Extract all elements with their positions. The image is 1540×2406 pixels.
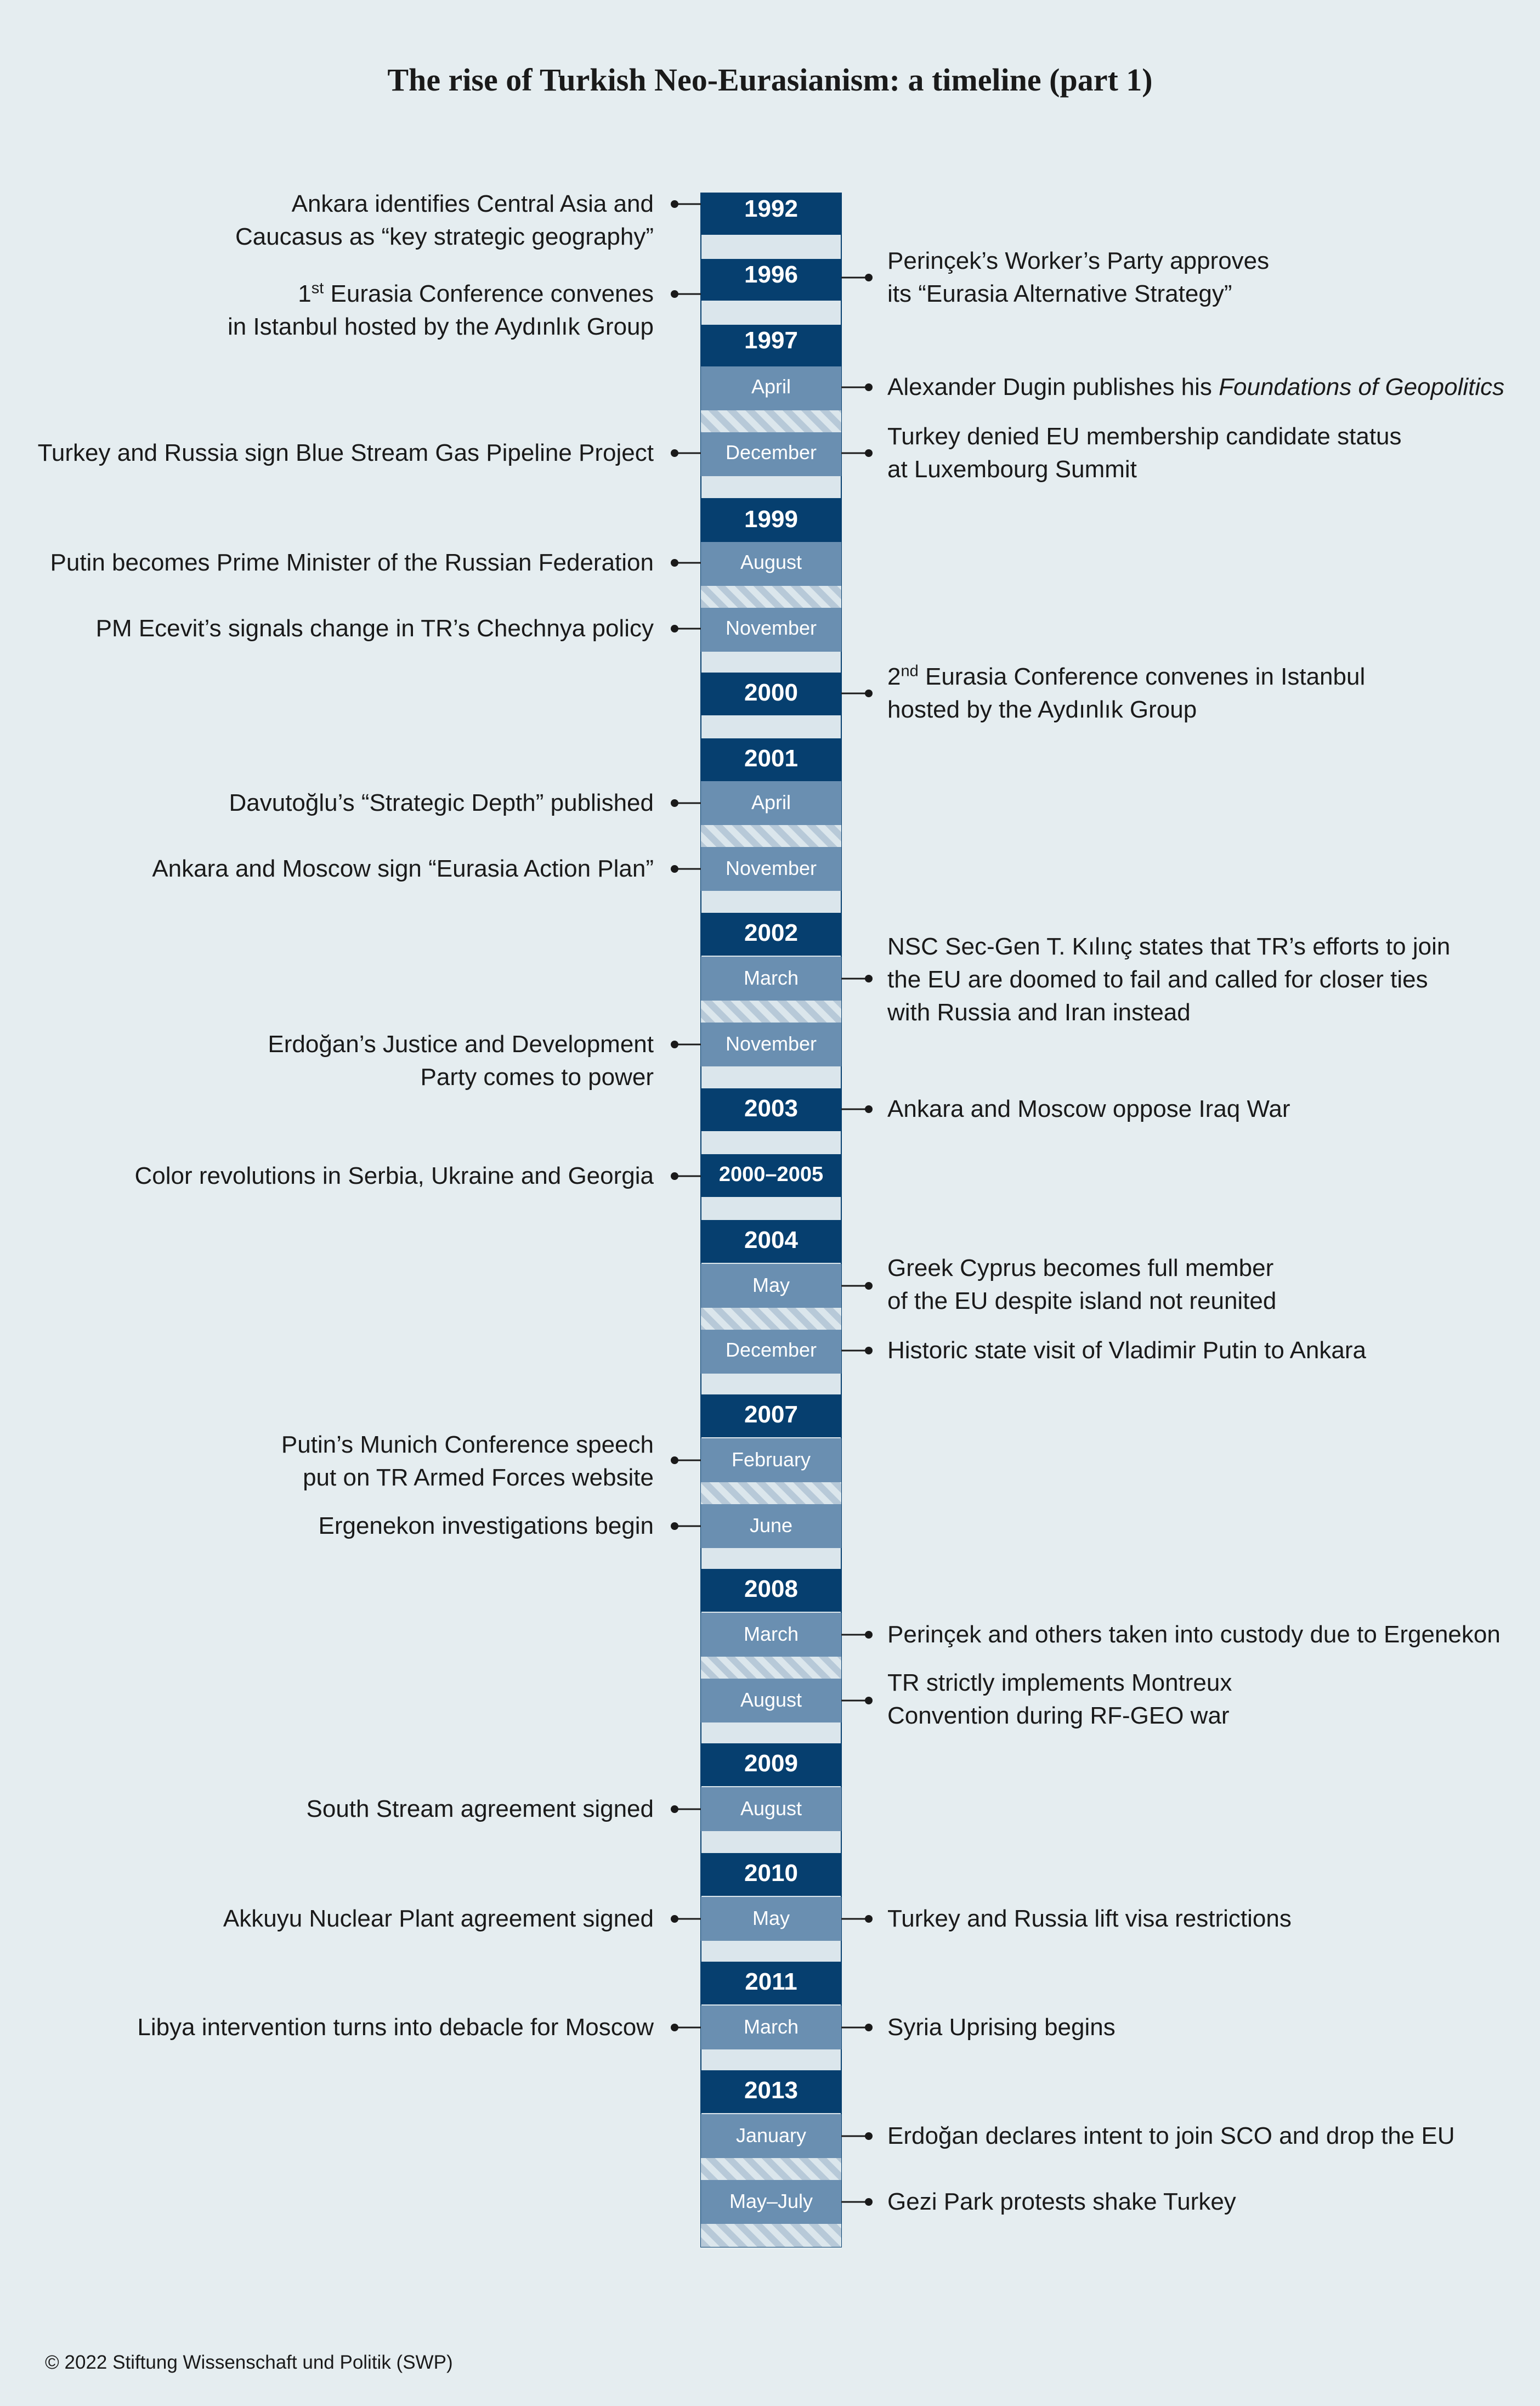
- event-1997-blue-stream: Turkey and Russia sign Blue Stream Gas Pipeline Project: [37, 439, 654, 466]
- connector-dot: [671, 1172, 678, 1180]
- event-2001-eurasia-action-plan: Ankara and Moscow sign “Eurasia Action Plan”: [152, 855, 654, 882]
- month-label-2004-may: May: [752, 1274, 790, 1296]
- ordinal-suffix: nd: [901, 662, 919, 680]
- month-label-2013-january: January: [735, 2124, 807, 2147]
- event-1997-eu-candidate-denied: [887, 420, 1402, 486]
- connector-dot: [865, 2132, 873, 2140]
- event-2002-kilinc-statement: [887, 930, 1450, 1029]
- event-2011-syria: Syria Uprising begins: [887, 2014, 1116, 2041]
- month-label-1999-august: August: [740, 551, 802, 573]
- year-label-2011: 2011: [745, 1968, 797, 1995]
- event-line: its “Eurasia Alternative Strategy”: [887, 280, 1232, 307]
- event-line: 1: [298, 280, 312, 307]
- connector-dot: [671, 559, 678, 567]
- month-label-2010-may: May: [752, 1907, 790, 1929]
- event-line: Eurasia Conference convenes in Istanbul: [918, 663, 1366, 690]
- connector-dot: [671, 625, 678, 632]
- copyright-footer: © 2022 Stiftung Wissenschaft und Politik (SWP): [45, 2352, 453, 2373]
- month-label-2004-december: December: [725, 1338, 817, 1361]
- event-2013-sco: Erdoğan declares intent to join SCO and drop the EU: [887, 2122, 1455, 2149]
- event-color-revolutions: Color revolutions in Serbia, Ukraine and Georgia: [134, 1162, 654, 1189]
- event-2008-montreux: [887, 1667, 1232, 1732]
- event-2010-visa: Turkey and Russia lift visa restrictions: [887, 1905, 1292, 1932]
- connector-dot: [671, 200, 678, 208]
- hatch-gap: [701, 1657, 841, 1679]
- connector-dot: [671, 865, 678, 873]
- event-line: Perinçek’s Worker’s Party approves: [887, 247, 1270, 274]
- event-line: at Luxembourg Summit: [887, 456, 1137, 483]
- connector-dot: [865, 1347, 873, 1354]
- event-line: NSC Sec-Gen T. Kılınç states that TR’s efforts to join: [887, 933, 1451, 960]
- connector-dot: [671, 1041, 678, 1048]
- year-label-2003: 2003: [744, 1095, 798, 1122]
- year-label-2009: 2009: [744, 1750, 798, 1777]
- event-1996-perincek-strategy: [887, 245, 1269, 310]
- month-label-2007-february: February: [731, 1448, 811, 1471]
- year-label-2000-2005: 2000–2005: [718, 1163, 824, 1186]
- year-label-2010: 2010: [744, 1860, 798, 1887]
- connector-dot: [865, 690, 873, 697]
- connector-dot: [671, 2024, 678, 2031]
- connector-dot: [865, 449, 873, 457]
- hatch-gap: [701, 1308, 841, 1330]
- event-line: hosted by the Aydınlık Group: [887, 696, 1197, 723]
- event-line: Alexander Dugin publishes his: [887, 374, 1219, 400]
- year-label-2004: 2004: [744, 1227, 798, 1253]
- connector-dot: [865, 975, 873, 982]
- event-line: Erdoğan’s Justice and Development: [268, 1031, 654, 1058]
- month-label-1997-december: December: [725, 441, 817, 464]
- connector-dot: [671, 799, 678, 807]
- year-label-2008: 2008: [744, 1575, 798, 1602]
- connector-dot: [671, 1915, 678, 1923]
- year-label-2007: 2007: [744, 1401, 798, 1428]
- event-1997-dugin-foundations: [887, 371, 1504, 404]
- event-line: put on TR Armed Forces website: [303, 1464, 654, 1491]
- month-label-2013-may-july: May–July: [729, 2190, 813, 2212]
- connector-dot: [865, 383, 873, 391]
- month-label-2002-march: March: [743, 967, 799, 989]
- year-label-2000: 2000: [744, 679, 798, 706]
- hatch-gap: [701, 410, 841, 432]
- event-line: Convention during RF-GEO war: [887, 1702, 1230, 1729]
- event-2001-strategic-depth: Davutoğlu’s “Strategic Depth” published: [229, 789, 654, 816]
- year-label-1992: 1992: [744, 195, 798, 222]
- connector-dot: [865, 1105, 873, 1113]
- event-line: TR strictly implements Montreux: [887, 1669, 1232, 1696]
- event-line: Ankara identifies Central Asia and: [291, 190, 654, 217]
- event-line: the EU are doomed to fail and called for closer ties: [887, 966, 1428, 993]
- year-label-2001: 2001: [744, 745, 798, 772]
- connector-dot: [671, 449, 678, 457]
- event-2008-perincek-custody: Perinçek and others taken into custody due to Ergenekon: [887, 1621, 1501, 1648]
- event-line: Caucasus as “key strategic geography”: [235, 223, 654, 250]
- hatch-gap: [701, 586, 841, 608]
- event-1999-ecevit-chechnya: PM Ecevit’s signals change in TR’s Chechnya policy: [95, 615, 654, 642]
- event-line: Party comes to power: [420, 1064, 654, 1091]
- connector-dot: [865, 2198, 873, 2206]
- hatch-gap: [701, 1482, 841, 1504]
- event-1999-putin-pm: Putin becomes Prime Minister of the Russian Federation: [50, 549, 654, 576]
- connector-dot: [671, 290, 678, 298]
- month-label-2009-august: August: [740, 1797, 802, 1820]
- event-2007-ergenekon-begin: Ergenekon investigations begin: [318, 1512, 654, 1539]
- month-label-2011-march: March: [743, 2015, 799, 2038]
- event-line: Putin’s Munich Conference speech: [281, 1431, 654, 1458]
- connector-dot: [671, 1522, 678, 1530]
- book-title: Foundations of Geopolitics: [1219, 374, 1505, 400]
- year-label-2002: 2002: [744, 919, 798, 946]
- page-title: The rise of Turkish Neo-Eurasianism: a timeline (part 1): [387, 62, 1153, 98]
- connector-dot: [671, 1805, 678, 1813]
- event-line: of the EU despite island not reunited: [887, 1287, 1277, 1314]
- event-2013-gezi: Gezi Park protests shake Turkey: [887, 2188, 1236, 2215]
- event-line: in Istanbul hosted by the Aydınlık Group: [227, 313, 654, 340]
- hatch-gap: [701, 825, 841, 847]
- hatch-gap: [701, 2224, 841, 2247]
- year-label-1999: 1999: [744, 506, 798, 533]
- connector-dot: [865, 1282, 873, 1290]
- event-line: 2: [887, 663, 901, 690]
- connector-dot: [865, 1631, 873, 1639]
- month-label-2008-march: March: [743, 1623, 799, 1645]
- hatch-gap: [701, 1001, 841, 1023]
- event-2000-second-eurasia-conference: [887, 660, 1365, 726]
- connector-dot: [865, 1697, 873, 1704]
- hatch-gap: [701, 2158, 841, 2180]
- event-2010-akkuyu: Akkuyu Nuclear Plant agreement signed: [223, 1905, 654, 1932]
- connector-dot: [865, 2024, 873, 2031]
- event-line: with Russia and Iran instead: [887, 999, 1191, 1026]
- month-label-1999-november: November: [725, 617, 817, 639]
- connector-dot: [865, 1915, 873, 1923]
- event-line: Turkey denied EU membership candidate status: [887, 423, 1402, 450]
- connector-dot: [865, 274, 873, 281]
- month-label-2007-june: June: [749, 1514, 793, 1537]
- event-2011-libya: Libya intervention turns into debacle for Moscow: [137, 2014, 654, 2041]
- event-2002-akp-power: [268, 1028, 654, 1094]
- event-line: Eurasia Conference convenes: [324, 280, 654, 307]
- year-label-1996: 1996: [744, 261, 798, 288]
- month-label-1997-april: April: [751, 375, 791, 398]
- event-1996-first-eurasia-conference: [228, 278, 654, 343]
- ordinal-suffix: st: [311, 279, 324, 297]
- event-2004-cyprus-eu: [887, 1252, 1276, 1318]
- event-2003-iraq-war: Ankara and Moscow oppose Iraq War: [887, 1095, 1290, 1122]
- event-2007-munich-speech: [281, 1428, 654, 1494]
- event-line: Greek Cyprus becomes full member: [887, 1255, 1274, 1281]
- year-label-1997: 1997: [744, 327, 798, 354]
- event-2009-south-stream: South Stream agreement signed: [306, 1795, 654, 1822]
- month-label-2008-august: August: [740, 1688, 802, 1711]
- connector-dot: [671, 1456, 678, 1464]
- year-label-2013: 2013: [744, 2077, 798, 2104]
- month-label-2002-november: November: [725, 1032, 817, 1055]
- event-1992-central-asia: [235, 188, 654, 253]
- event-2004-putin-visit: Historic state visit of Vladimir Putin to Ankara: [887, 1337, 1366, 1364]
- month-label-2001-november: November: [725, 857, 817, 879]
- month-label-2001-april: April: [751, 791, 791, 814]
